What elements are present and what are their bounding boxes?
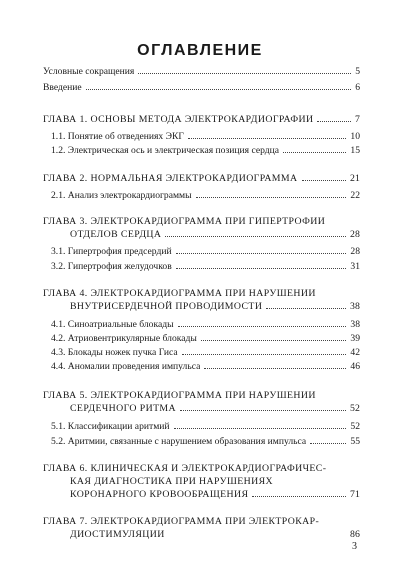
section-title: 5.1. Классификации аритмий	[51, 421, 170, 432]
toc-section-2-1[interactable]	[43, 190, 360, 202]
leader-dots	[302, 180, 347, 181]
toc-section-4-2[interactable]	[43, 333, 360, 345]
leader-dots	[138, 73, 351, 74]
chapter-page: 52	[350, 403, 360, 414]
section-title: 3.2. Гипертрофия желудочков	[51, 261, 172, 272]
chapter-page: 21	[350, 173, 360, 184]
chapter-title: ДИОСТИМУЛЯЦИИ	[70, 529, 165, 540]
section-title: 3.1. Гипертрофия предсердий	[51, 246, 172, 257]
chapter-page: 28	[350, 229, 360, 240]
section-title: 4.3. Блокады ножек пучка Гиса	[51, 347, 178, 358]
toc-entry-introduction[interactable]	[43, 82, 360, 94]
leader-dots	[204, 368, 346, 369]
toc-section-3-1[interactable]	[43, 246, 360, 258]
section-title: 1.2. Электрическая ось и электрическая позиция сердца	[51, 145, 280, 156]
section-page: 15	[350, 145, 360, 156]
chapter-title: ВНУТРИСЕРДЕЧНОЙ ПРОВОДИМОСТИ	[70, 301, 263, 312]
chapter-page: 7	[355, 114, 360, 125]
toc-section-1-2[interactable]	[43, 145, 360, 157]
leader-dots	[252, 496, 346, 497]
toc-entry-label: Введение	[43, 82, 82, 93]
toc-section-5-2[interactable]	[43, 436, 360, 448]
page-number: 3	[352, 541, 357, 552]
section-page: 28	[350, 246, 360, 257]
chapter-title-line: ГЛАВА 4. ЭЛЕКТРОКАРДИОГРАММА ПРИ НАРУШЕНИИ	[43, 288, 316, 299]
section-title: 1.1. Понятие об отведениях ЭКГ	[51, 131, 184, 142]
section-page: 52	[350, 421, 360, 432]
chapter-title: КОРОНАРНОГО КРОВООБРАЩЕНИЯ	[70, 489, 249, 500]
leader-dots	[266, 308, 346, 309]
section-page: 22	[350, 190, 360, 201]
chapter-title-line: КАЯ ДИАГНОСТИКА ПРИ НАРУШЕНИЯХ	[70, 476, 273, 487]
section-page: 10	[350, 131, 360, 142]
toc-section-3-2[interactable]	[43, 261, 360, 273]
toc-entry-abbreviations[interactable]	[43, 66, 360, 78]
section-page: 42	[350, 347, 360, 358]
toc-section-4-3[interactable]	[43, 347, 360, 359]
leader-dots	[188, 138, 347, 139]
chapter-page: 86	[350, 529, 360, 540]
section-title: 2.1. Анализ электрокардиограммы	[51, 190, 192, 201]
section-page: 46	[350, 361, 360, 372]
leader-dots	[174, 428, 347, 429]
chapter-title-line: ГЛАВА 7. ЭЛЕКТРОКАРДИОГРАММА ПРИ ЭЛЕКТРОКАР-	[43, 516, 320, 527]
leader-dots	[180, 410, 346, 411]
section-title: 5.2. Аритмии, связанные с нарушением образования импульса	[51, 436, 307, 447]
toc-chapter-1[interactable]	[43, 114, 360, 126]
chapter-title: ОТДЕЛОВ СЕРДЦА	[70, 229, 162, 240]
leader-dots	[201, 340, 347, 341]
chapter-page: 71	[350, 489, 360, 500]
leader-dots	[86, 89, 352, 90]
section-page: 39	[350, 333, 360, 344]
toc-chapter-6[interactable]	[43, 489, 360, 501]
leader-dots	[178, 326, 347, 327]
chapter-title: ГЛАВА 2. НОРМАЛЬНАЯ ЭЛЕКТРОКАРДИОГРАММА	[43, 173, 298, 184]
chapter-title-line: ГЛАВА 5. ЭЛЕКТРОКАРДИОГРАММА ПРИ НАРУШЕНИИ	[43, 390, 316, 401]
toc-section-4-1[interactable]	[43, 319, 360, 331]
section-page: 31	[350, 261, 360, 272]
leader-dots	[176, 268, 347, 269]
section-page: 38	[350, 319, 360, 330]
leader-dots	[317, 121, 351, 122]
toc-section-5-1[interactable]	[43, 421, 360, 433]
section-title: 4.4. Аномалии проведения импульса	[51, 361, 201, 372]
chapter-title: ГЛАВА 1. ОСНОВЫ МЕТОДА ЭЛЕКТРОКАРДИОГРАФИИ	[43, 114, 314, 125]
toc-section-4-4[interactable]	[43, 361, 360, 373]
leader-dots	[283, 152, 346, 153]
toc-chapter-2[interactable]	[43, 173, 360, 185]
leader-dots	[176, 253, 347, 254]
chapter-title-line: ГЛАВА 6. КЛИНИЧЕСКАЯ И ЭЛЕКТРОКАРДИОГРАФИЧЕС-	[43, 463, 327, 474]
toc-chapter-7[interactable]	[43, 529, 360, 541]
leader-dots	[196, 197, 347, 198]
toc-chapter-3[interactable]	[43, 229, 360, 241]
section-page: 55	[350, 436, 360, 447]
leader-dots	[165, 236, 346, 237]
toc-section-1-1[interactable]	[43, 131, 360, 143]
chapter-page: 38	[350, 301, 360, 312]
chapter-title-line: ГЛАВА 3. ЭЛЕКТРОКАРДИОГРАММА ПРИ ГИПЕРТРОФИИ	[43, 216, 326, 227]
toc-entry-label: Условные сокращения	[43, 66, 135, 77]
toc-entry-page: 6	[355, 82, 360, 93]
leader-dots	[182, 354, 347, 355]
leader-dots	[310, 443, 346, 444]
toc-chapter-5[interactable]	[43, 403, 360, 415]
chapter-title: СЕРДЕЧНОГО РИТМА	[70, 403, 176, 414]
toc-chapter-4[interactable]	[43, 301, 360, 313]
section-title: 4.2. Атриовентрикулярные блокады	[51, 333, 197, 344]
toc-entry-page: 5	[355, 66, 360, 77]
section-title: 4.1. Синоатриальные блокады	[51, 319, 174, 330]
page-title: ОГЛАВЛЕНИЕ	[137, 42, 263, 59]
